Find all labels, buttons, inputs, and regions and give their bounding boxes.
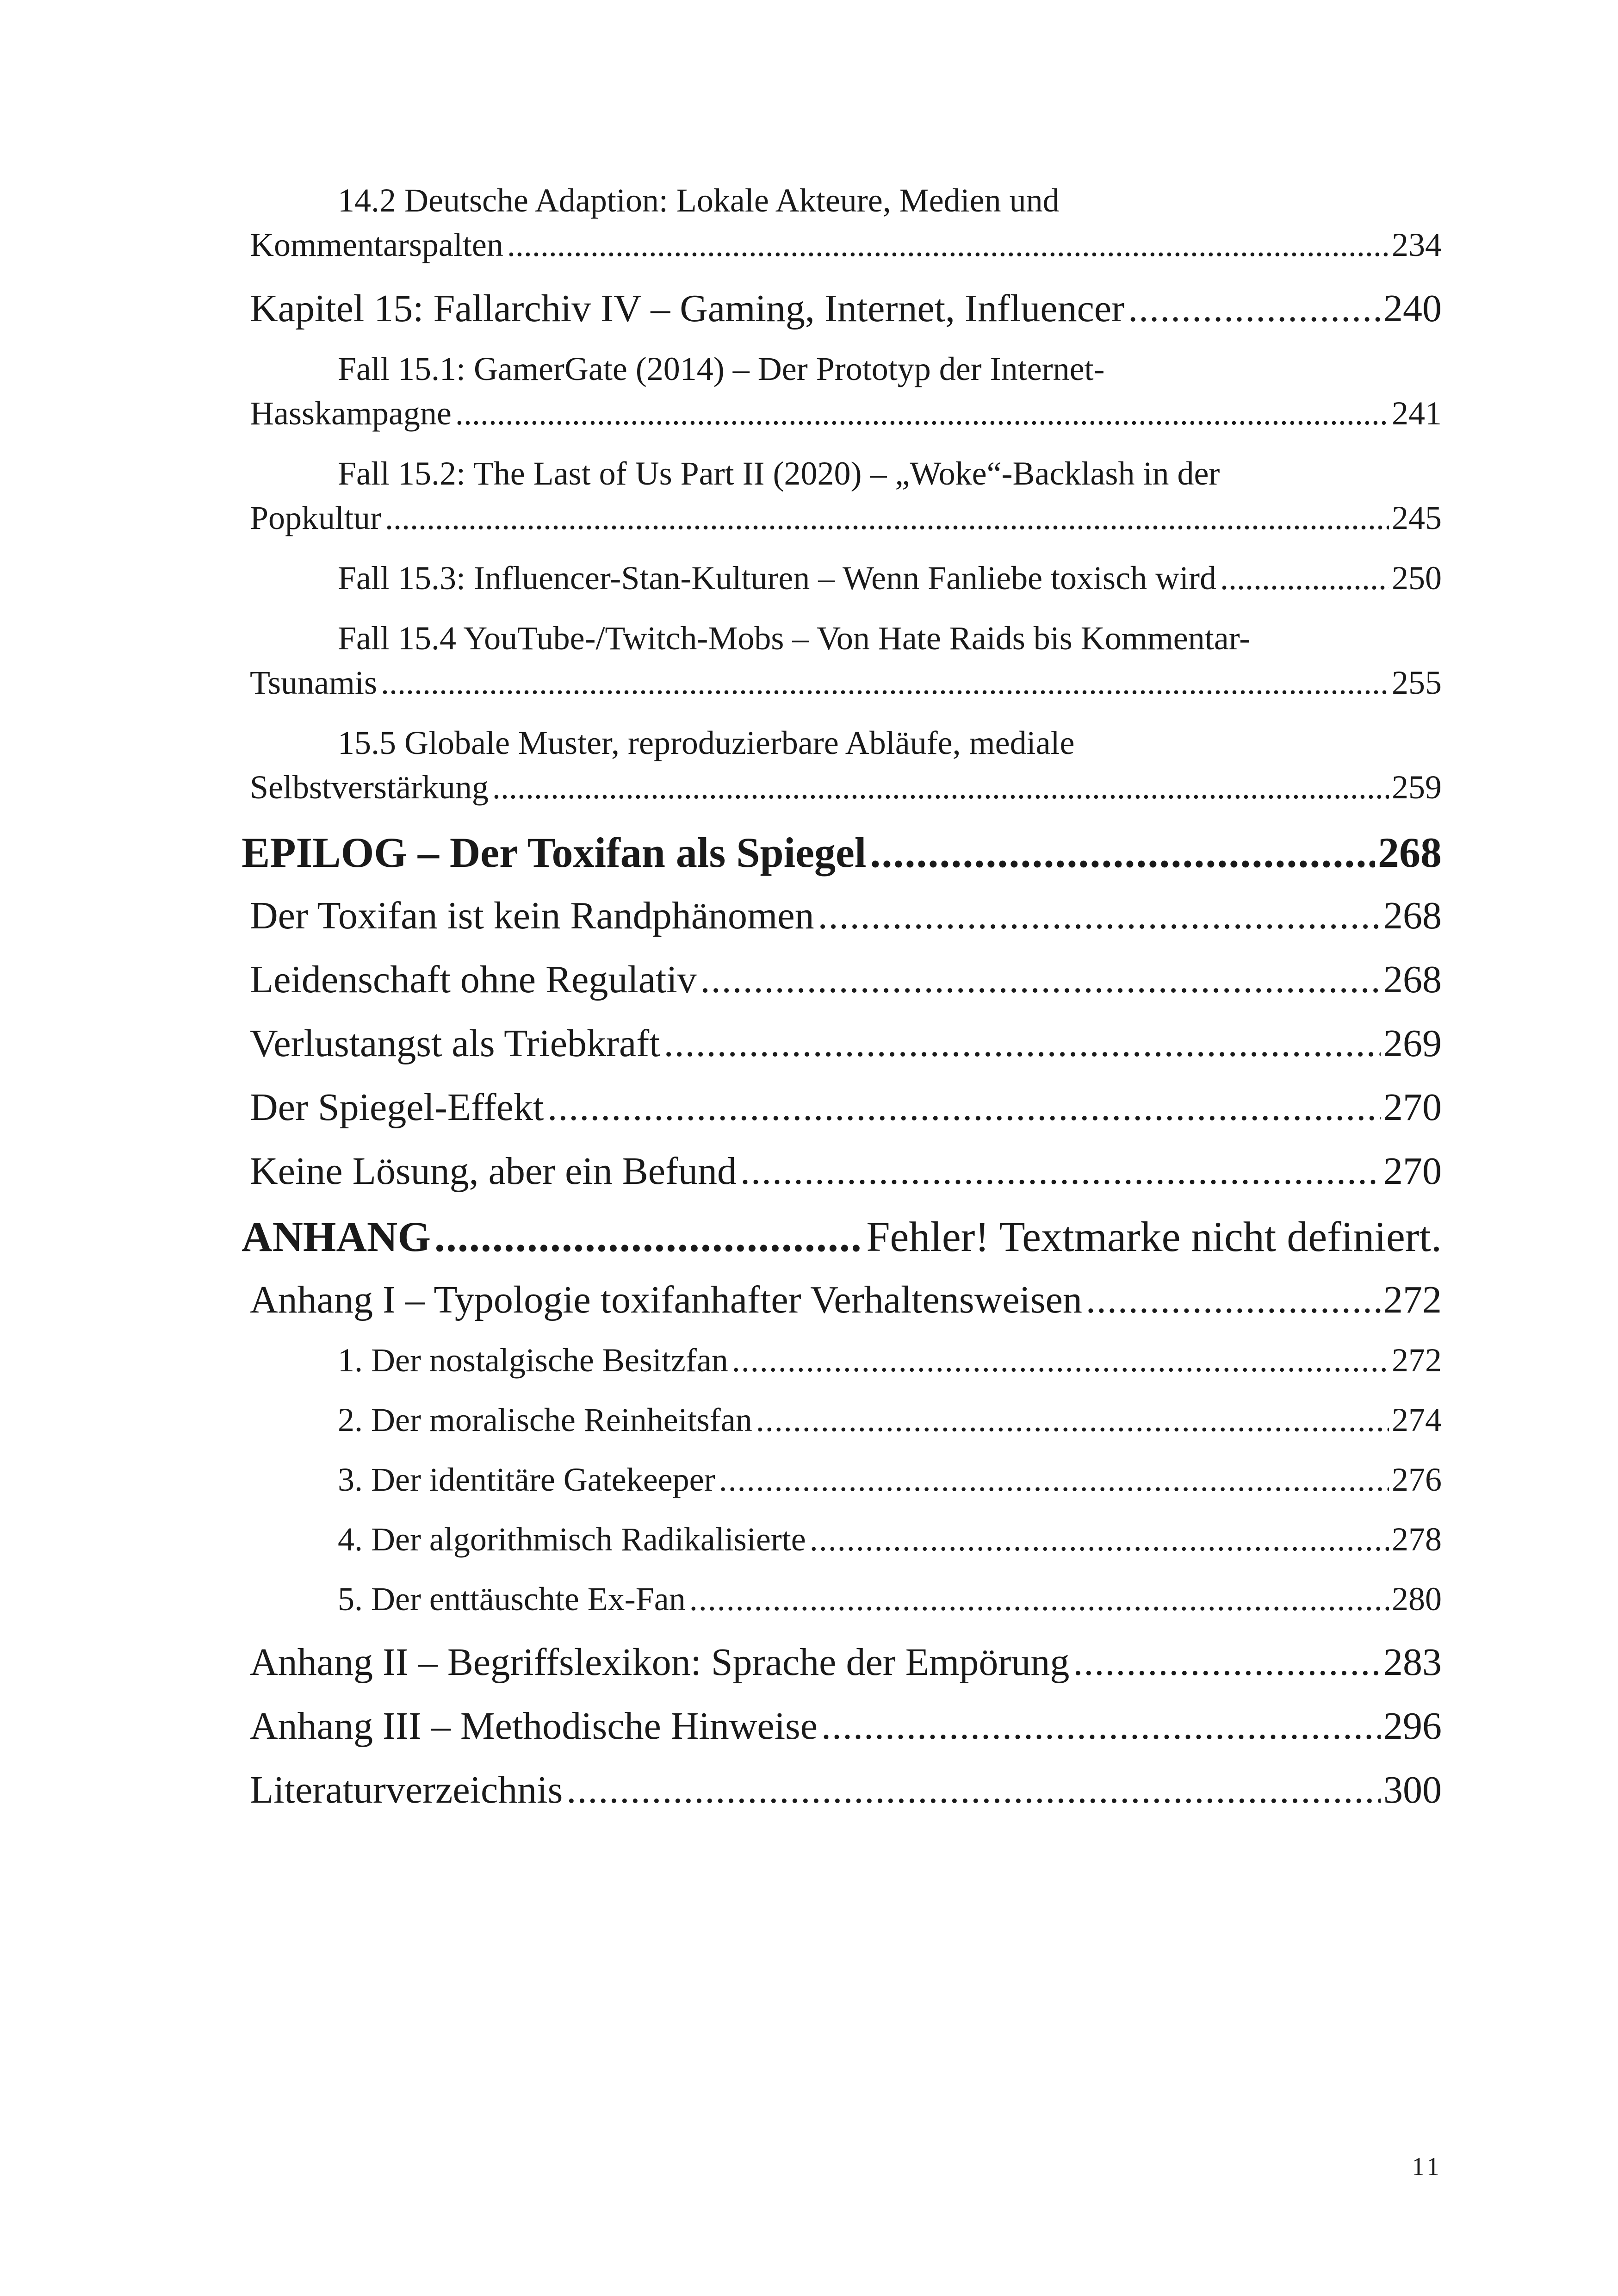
dot-leader [870, 825, 1375, 880]
toc-entry-title: Fall 15.3: Influencer-Stan-Kulturen – Wenn Fanliebe toxisch wird [338, 560, 1216, 597]
toc-entry-literaturverzeichnis[interactable] [250, 1764, 1442, 1816]
dot-leader [689, 1577, 1389, 1621]
dot-leader [381, 660, 1389, 705]
dot-leader [664, 1018, 1381, 1070]
toc-entry-15-3[interactable] [250, 556, 1442, 600]
page-number-footer: 11 [1412, 2153, 1442, 2181]
toc-entry-anhang-1[interactable] [250, 1274, 1442, 1326]
toc-entry-title-line2: Kommentarspalten [250, 226, 503, 263]
toc-page-number: 240 [1383, 287, 1442, 330]
dot-leader [1073, 1636, 1381, 1688]
toc-entry-title-line1: Fall 15.4 YouTube-/Twitch-Mobs – Von Hate Raids bis Kommentar- [338, 620, 1251, 657]
toc-entry-title: 2. Der moralische Reinheitsfan [338, 1401, 752, 1438]
toc-entry-title-line1: Fall 15.1: GamerGate (2014) – Der Prototyp der Internet- [338, 350, 1105, 387]
dot-leader [821, 1700, 1381, 1752]
toc-entry-title: Literaturverzeichnis [250, 1768, 563, 1811]
dot-leader [1128, 283, 1381, 335]
toc-page-number: 272 [1392, 1342, 1442, 1379]
toc-page-number: 234 [1392, 226, 1442, 263]
toc-page-number: 268 [1378, 829, 1442, 876]
toc-entry-typ-3[interactable] [250, 1457, 1442, 1502]
toc-entry-15-4[interactable] [250, 616, 1442, 705]
toc-entry-title-line2: Hasskampagne [250, 395, 452, 432]
dot-leader [701, 954, 1381, 1006]
toc-page-number: 272 [1383, 1278, 1442, 1321]
toc-entry-title: 4. Der algorithmisch Radikalisierte [338, 1521, 806, 1558]
toc-entry-title-line1: Fall 15.2: The Last of Us Part II (2020) – „Woke“-Backlash in der [338, 455, 1220, 492]
toc-entry-title: 1. Der nostalgische Besitzfan [338, 1342, 728, 1379]
dot-leader [507, 223, 1389, 267]
toc-page-number: 300 [1383, 1768, 1442, 1811]
toc-page-number: 268 [1383, 958, 1442, 1001]
toc-page-number: 259 [1392, 769, 1442, 806]
dot-leader [385, 496, 1389, 540]
toc-entry-title-line1: 14.2 Deutsche Adaption: Lokale Akteure, Medien und [338, 182, 1060, 219]
toc-page-number: 245 [1392, 499, 1442, 536]
toc-entry-15-5[interactable] [250, 721, 1442, 809]
toc-entry-title: Anhang II – Begriffslexikon: Sprache der Empörung [250, 1641, 1070, 1684]
toc-entry-typ-4[interactable] [250, 1517, 1442, 1562]
toc-entry-typ-1[interactable] [250, 1338, 1442, 1382]
toc-entry-befund[interactable] [250, 1145, 1442, 1197]
dot-leader [719, 1457, 1389, 1502]
dot-leader [810, 1517, 1389, 1562]
toc-bookmark-error: Fehler! Textmarke nicht definiert. [866, 1213, 1442, 1260]
toc-entry-title: Der Toxifan ist kein Randphänomen [250, 894, 814, 937]
toc-page-number: 278 [1392, 1521, 1442, 1558]
toc-page-number: 270 [1383, 1150, 1442, 1193]
toc-entry-anhang[interactable] [242, 1209, 1442, 1264]
dot-leader [732, 1338, 1389, 1382]
dot-leader [818, 890, 1381, 942]
toc-entry-leidenschaft[interactable] [250, 954, 1442, 1006]
toc-page-number: 268 [1383, 894, 1442, 937]
toc-page-number: 274 [1392, 1401, 1442, 1438]
toc-entry-epilog[interactable] [242, 825, 1442, 880]
toc-entry-title: Der Spiegel-Effekt [250, 1086, 544, 1129]
toc-entry-title-line1: 15.5 Globale Muster, reproduzierbare Abläufe, mediale [338, 724, 1075, 761]
toc-entry-title: 3. Der identitäre Gatekeeper [338, 1461, 715, 1498]
toc-entry-title-line2: Popkultur [250, 499, 382, 536]
toc-entry-title: ANHANG [242, 1213, 431, 1260]
toc-page-number: 270 [1383, 1086, 1442, 1129]
toc-entry-title-line2: Selbstverstärkung [250, 769, 489, 806]
toc-entry-title: Anhang I – Typologie toxifanhafter Verhaltensweisen [250, 1278, 1082, 1321]
dot-leader [434, 1209, 863, 1264]
toc-entry-title: Kapitel 15: Fallarchiv IV – Gaming, Internet, Influencer [250, 287, 1125, 330]
toc-page-number: 241 [1392, 395, 1442, 432]
toc-page-number: 296 [1383, 1705, 1442, 1748]
toc-entry-title-line2: Tsunamis [250, 664, 377, 701]
dot-leader [1086, 1274, 1381, 1326]
toc-entry-typ-5[interactable] [250, 1577, 1442, 1621]
toc-entry-spiegel-effekt[interactable] [250, 1082, 1442, 1133]
dot-leader [547, 1082, 1381, 1133]
dot-leader [492, 765, 1389, 809]
toc-entry-kapitel-15[interactable] [250, 283, 1442, 335]
toc-entry-15-1[interactable] [250, 347, 1442, 436]
dot-leader [756, 1398, 1389, 1442]
toc-entry-typ-2[interactable] [250, 1398, 1442, 1442]
dot-leader [1220, 556, 1389, 600]
toc-page-number: 255 [1392, 664, 1442, 701]
toc-entry-anhang-2[interactable] [250, 1636, 1442, 1688]
toc-entry-title: EPILOG – Der Toxifan als Spiegel [242, 829, 867, 876]
toc-entry-title: Anhang III – Methodische Hinweise [250, 1705, 818, 1748]
toc-entry-14-2[interactable] [250, 178, 1442, 267]
toc-page-number: 276 [1392, 1461, 1442, 1498]
toc-entry-verlustangst[interactable] [250, 1018, 1442, 1070]
dot-leader [455, 391, 1389, 436]
toc-entry-anhang-3[interactable] [250, 1700, 1442, 1752]
toc-entry-title: Keine Lösung, aber ein Befund [250, 1150, 737, 1193]
toc-page-number: 269 [1383, 1022, 1442, 1065]
toc-entry-title: Leidenschaft ohne Regulativ [250, 958, 697, 1001]
toc-page-number: 280 [1392, 1580, 1442, 1618]
toc-entry-title: 5. Der enttäuschte Ex-Fan [338, 1580, 686, 1618]
dot-leader [566, 1764, 1381, 1816]
toc-entry-randphaenomen[interactable] [250, 890, 1442, 942]
toc-entry-title: Verlustangst als Triebkraft [250, 1022, 660, 1065]
dot-leader [740, 1145, 1381, 1197]
toc-entry-15-2[interactable] [250, 451, 1442, 540]
toc-page-number: 250 [1392, 560, 1442, 597]
toc-page-number: 283 [1383, 1641, 1442, 1684]
table-of-contents [242, 178, 1442, 1828]
